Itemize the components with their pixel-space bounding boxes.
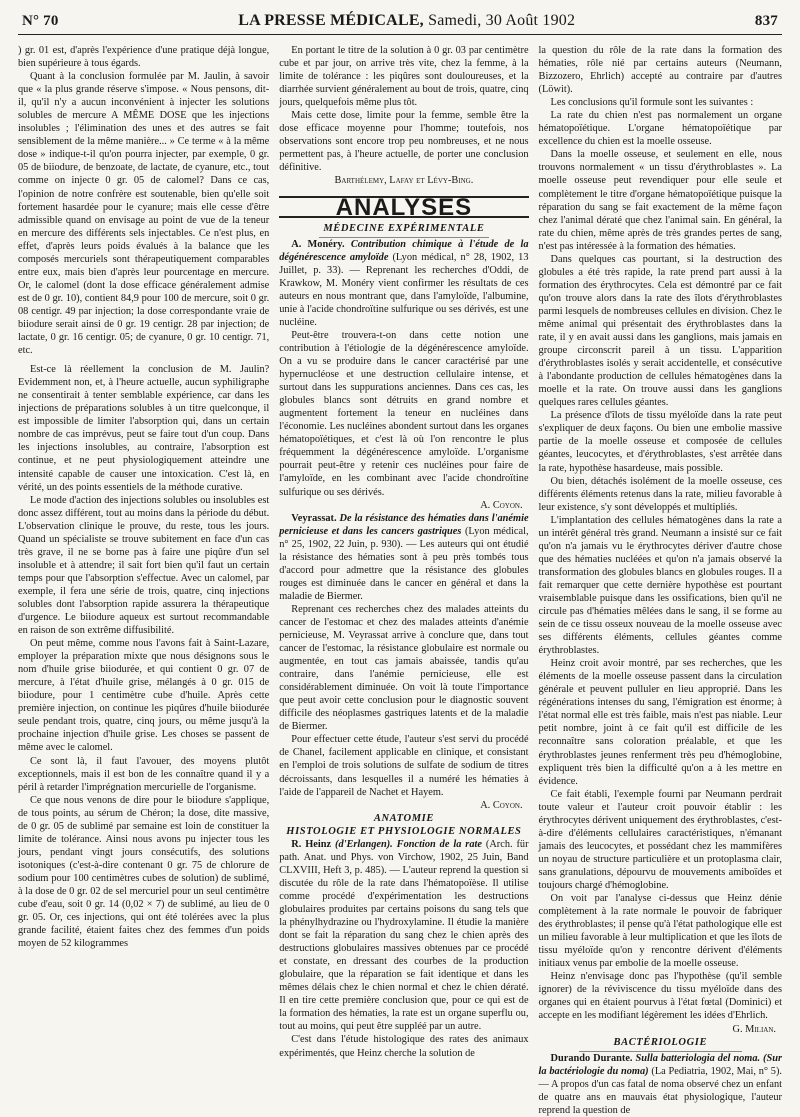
article-title: Contribution chimique à l'étude de la dégénérescence amyloïde (279, 238, 529, 263)
paragraph: Est-ce là réellement la conclusion de M. Jaulin? Evidemment non, et, à l'heure actuelle, aucun syphiligraphe ne consentirait à tenter semblable expérience, car dans les injections de préparations solubles à un titre quelconque, il est impossible de limiter l'absorption qui, dans un certain nombre de cas imprévus, peut se faire tout d'un coup. Dans les injections insolubles, au contraire, l'absorption est continue, et ne peut physiologiquement atteindre une intensité capable de causer une intoxication. C'est là, en vérité, un des points essentiels de la méthode curative. (18, 364, 270, 493)
paragraph: La rate du chien n'est pas normalement un organe hématopoïétique. L'organe hématopoïétique par excellence du chien est la moelle osseuse. (538, 110, 782, 148)
paragraph: Ou bien, détachés isolément de la moelle osseuse, ces différents éléments retenus dans la rate, milieu favorable à leur existence, s'y sont développés et multipliés. (538, 475, 782, 513)
paragraph: La présence d'îlots de tissu myéloïde dans la rate peut s'expliquer de deux façons. Ou bien une embolie massive partie de la moelle osseuse et composée de cellules géantes, leucocytes, et d'érythroblastes, s'est arrêtée dans la rate, hypothèse hasardeuse, mais possible. (538, 410, 782, 474)
article-heinz (279, 838, 528, 1034)
paragraph: Heinz n'envisage donc pas l'hypothèse (qu'il semble ignorer) de la réviviscence du tissu myéloïde dans des organes qui en étaient pourvus à l'état fœtal (Dominici) et accepte en les modifiant légèrement les idées d'Ehrlich. (538, 971, 782, 1022)
column-1 (18, 44, 269, 1078)
page-number: 837 (754, 12, 778, 29)
article-ref: (Lyon médical, n° 25, 1902, 22 Juin, p. 930). — Les auteurs qui ont étudié la résistance des hématies sont à peu près tombés tous d'accord pour admettre que la résistance des globules rouges est diminuée dans le cancer en général et dans la maladie de Biermer. (279, 525, 529, 602)
paragraph: Reprenant ces recherches chez des malades atteints du cancer de l'estomac et chez des malades atteints d'anémie pernicieuse, M. Veyrassat arrive à conclure que, dans tout cancer de l'estomac, la résistance globulaire est normale ou augmentée, en tout cas jamais abaissée, tandis qu'au contraire, dans l'anémie pernicieuse, elle est considérablement diminuée. On voit là toute l'importance que peut avoir cette conclusion pour le diagnostic souvent difficile des néoplasmes gastriques latents et de la maladie de Biermer. (279, 603, 529, 733)
paragraph: Heinz croit avoir montré, par ses recherches, que les éléments de la moelle osseuse passent dans la circulation générale et peuvent pulluler en lieu approprié. Dans les régénérations intenses du sang, l'émigration est énorme; à l'état normal elle est très faible, mais n'est pas niable. Leur petit nombre, joint à ce fait qu'il est difficile de les reconnaître sans coloration préalable, et que les érythroblastes jeunes renferment très peu d'hémoglobine, expliquent très bien la difficulté qu'on a à les mettre en évidence. (538, 658, 782, 787)
paragraph: L'implantation des cellules hématogènes dans la rate a un intérêt général très grand. Neumann a insisté sur ce fait qu'on n'a jamais vu le érythrocytes dériver d'autre chose que des hématies nucléées et qu'on n'a jamais observé la transformation des globules blancs en globules rouges. Il a fait remarquer que cette dernière hypothèse est pourtant vraisemblable puisque dans les ossifications, bien qu'il ne circule pas d'hématies mêlées dans le sang, il se forme au sein de ce tissu osseux nouveau de la moelle osseuse avec ses différents éléments, cellules géantes comme érythroblastes. (538, 514, 782, 657)
page-header (22, 10, 778, 32)
signature: Barthélemy, Lafay et Lévy-Bing. (334, 175, 474, 187)
paragraph: Mais cette dose, limite pour la femme, semble être la dose efficace moyenne pour l'homme; toutefois, nos observations sont encore trop peu nombreuses, et ne nous permettent pas, à l'heure actuelle, de porter une conclusion définitive. (279, 110, 529, 174)
paragraph: la question du rôle de la rate dans la formation des hématies, rôle nié par certains auteurs (Neumann, Bizzozero, Ehrlich) accepté au contraire par d'autres (Löwit). (538, 45, 782, 96)
article-author: Durando Durante. (550, 1052, 633, 1064)
column-3 (538, 44, 782, 1116)
paragraph: Ce fait établi, l'exemple fourni par Neumann perdrait toute valeur et l'auteur croit pouvoir établir : les érythrocytes dérivent uniquement des érythroblastes, c'est-à-dire d'éléments cellulaires caractéristiques, n'émanant jamais des leucocytes, et possédant chez les mammifères un noyau de structure particulière et un protoplasma clair, sans granulations, dépourvu de mouvements amiboïdes et toujours chargé d'hémoglobine. (538, 788, 782, 891)
paragraph: Les conclusions qu'il formule sont les suivantes : (550, 97, 754, 109)
article-durando (539, 1052, 782, 1117)
paragraph: C'est dans l'étude histologique des rates des animaux expérimentés, que Heinz cherche la solution de (279, 1034, 529, 1059)
journal-name: LA PRESSE MÉDICALE, (238, 12, 424, 29)
article-title: Sulla batteriologia del noma. (Sur la bactériologie du noma) (538, 1052, 782, 1077)
article-ref: (Lyon médical, n° 28, 1902, 13 Juillet, p. 33). — Reprenant les recherches d'Oddi, de Krawkow, M. Monéry vient confirmer les résultats de ces auteurs en nous montrant que, dans l'amyloïde, l'albumine, unie à l'acide chondroïtine sulfurique ou ses dérivés, est une nucléine. (279, 251, 529, 328)
article-ref: (Arch. für path. Anat. und Phys. von Virchow, 1902, 25 Juin, Band CLXVIII, Heft 3, p. 485). — L'auteur reprend la question si discutée du rôle de la rate dans l'hématopoïèse. Il utilise comme procédé d'expérimentation les destructions globulaires produites par certains poisons du sang tels que la phénylhydrazine ou l'hydroxylamine. Il étudie la manière dont se fait la réparation du sang chez le chien après des destructions globulaires massives obtenues par ce procédé et constate, en dressant des courbes de la production globulaire, que la réparation se fait identique et dans les mêmes délais chez le chien normal et chez le chien dératé. Il en tire cette première conclusion que, pour ce qui est de la formation des hématies, la rate est un organe superflu ou, tout au moins, qui peut être suppléé par un autre. (279, 838, 529, 1033)
header-rule (18, 34, 782, 35)
signature: A. Coyon. (480, 499, 523, 511)
paragraph: On peut même, comme nous l'avons fait à Saint-Lazare, employer la préparation mixte que nous désignons sous le nom d'huile grise biiodurée, et qui contient 0 gr. 07 de mercure, à l'état d'huile grise, mélangés à 0 gr. 015 de biiodure, pour 1 centimètre cube d'huile. Après cette première injection, on continue les piqûres d'huile biiodurée seule pendant trois, quatre, cinq jours, ou même jusqu'à la prochaine injection d'huile grise. Les choses se passent de même avec le calomel. (18, 638, 270, 754)
article-author: Veyrassat. (291, 512, 337, 524)
paragraph: Ce que nous venons de dire pour le biiodure s'applique, de tous points, au sérum de Chéron; la dose, dite massive, de 0 gr. 05 de sublimé par semaine est loin de constituer la limite de tolérance. Ainsi nous avons pu injecter tous les jours, pendant vingt jours consécutifs, des solutions isotoniques (c'est-à-dire contenant 0 gr. 75 de chlorure de sodium pour 100 centimètres cubes de solution) de sublimé, à la dose de 0 gr. 02 de sel mercuriel pour un seul centimètre cube d'eau, soit 0 gr. 14 (0,02 × 7) de sublimé, au lieu de 0 gr. 05. Or, ces injections, qui ont été tolérées avec la plus grande facilité, étaient faites chez des femmes d'un poids moyen de 52 kilogrammes (18, 794, 270, 950)
section-heading: BACTÉRIOLOGIE (579, 1036, 742, 1052)
section-heading: MÉDECINE EXPÉRIMENTALE (319, 222, 488, 238)
article-ref: (La Pediatria, 1902, Mai, n° 5). — A propos d'un cas fatal de noma observé chez un enfant de quatre ans en mauvais état physiologique, l'auteur reprend la question de (538, 1065, 782, 1116)
paragraph: ) gr. 01 est, d'après l'expérience d'une pratique déjà longue, bien supérieure à tous égards. (18, 45, 270, 70)
article-title: De la résistance des hématies dans l'anémie pernicieuse et dans les cancers gastriques (279, 512, 529, 537)
paragraph: En portant le titre de la solution à 0 gr. 03 par centimètre cube et par jour, on arrive très vite, chez la femme, à la limite de tolérance : les piqûres sont douloureuses, et la diarrhée survient généralement au bout de trois, quatre, cinq jours, quelquefois même plus tôt. (279, 45, 529, 109)
section-banner: ANALYSES (279, 196, 528, 218)
paragraph: On voit par l'analyse ci-dessus que Heinz dénie complètement à la rate normale le pouvoir de fabriquer des érythroblastes; il pense qu'à l'état pathologique elle est un milieu favorable à leur multiplication et que les îlots de tissu myéloïde qu'on y rencontre dérivent d'éléments initiaux venus par embolie de la moelle osseuse. (538, 893, 782, 970)
paragraph: Dans quelques cas pourtant, si la destruction des globules a été très rapide, la rate prend part aussi à la formation des érythrocytes. Cela est démontré par ce fait qu'on trouve alors dans la rate des îlots d'érythroblastes parmi lesquels de nombreuses cellules en division. Chez le même animal qui présentait des érythroblastes dans la rate, il y en avait aussi dans les ganglions, mais jamais en groupe circonscrit pareil à un tissu. L'apparition d'érythroblastes isolés y serait accidentelle, et consécutive à l'abondante production de cellules hématogènes dans la moelle et la rate. On trouve aussi dans les ganglions quelques rares cellules géantes. (538, 253, 782, 409)
columns (18, 44, 782, 1116)
signature: G. Milian. (732, 1023, 776, 1035)
paragraph: Dans la moelle osseuse, et seulement en elle, nous trouvons normalement « un tissu d'érythroblastes ». La moelle osseuse peut revendiquer pour elle seule et complètement le titre d'organe hématopoïétique puisque la réparation du sang se fait exactement de la même façon chez l'animal dératé que chez l'animal sain. En général, la rate du chien, même après de très grandes pertes de sang, n'est pas intéressée à la formation des hématies. (538, 149, 782, 252)
article-monery (279, 238, 528, 329)
column-2 (279, 44, 528, 1078)
article-author: A. Monéry. (291, 238, 345, 250)
paragraph: Ce sont là, il faut l'avouer, des moyens plutôt exceptionnels, mais il est bon de les connaître quand il y a péril à retarder l'imprégnation mercurielle de l'organisme. (18, 755, 270, 793)
journal-title (238, 12, 575, 30)
signature: A. Coyon. (480, 799, 523, 811)
issue-date: Samedi, 30 Août 1902 (428, 12, 576, 29)
article-title: (d'Erlangen). Fonction de la rate (335, 838, 482, 850)
paragraph: Le mode d'action des injections solubles ou insolubles est donc assez différent, tout au moins dans la période du début. L'observation clinique le prouve, du reste, tous les jours. Quand un spécialiste se trouve subitement en face d'un cas très grave, il ne se borne pas à faire une piqûre d'un sel insoluble et à attendre; il sait fort bien qu'il faut un certain temps pour que l'absorption s'effectue. Avec un calomel, par exemple, il fera une série de trois, quatre, cinq injections solubles dont l'absorption rapide assurera la thérapeutique d'urgence. Le biiodure aqueux est surtout recommandable en raison de son extrême diffusibilité. (18, 494, 270, 637)
paragraph: Quant à la conclusion formulée par M. Jaulin, à savoir que « la plus grande réserve s'impose. « Nous pensons, dit-il, qu'il n'y a aucun inconvénient à injecter les solutions solubles de mercure A MÊME DOSE que les injections insolubles ; l'élimination des unes et des autres se fait sensiblement de la même manière... » Ce terme « à la même dose » indique-t-il qu'on pourra injecter, par exemple, 0 gr. 05 de biiodure, de benzoate, de lactate, de cyanure, etc., tout comme on injecte 0 gr. 05 de calomel? Dans ce cas, l'opinion de notre confrère est soutenable, bien qu'elle soit fortement hasardée pour le cyanure; mais elle cesse d'être admissible quand on envisage au point de vue de la teneur en mercure des différents sels injectables. Ce n'est plus, en effet, d'après leurs poids évalués à la balance que les composés mercuriels sont thérapeutiquement comparables entre eux, mais bien d'après leur pourcentage en mercure. Or, le calomel (dont la dose efficace généralement admise est de 0 gr. 10), contient 84,9 pour 100 de mercure, soit 0 gr. 08 centigr. 49 par injection; la dose correspondante vraie de biiodure serait ainsi de 0 gr. 19 centigr. 28 par injection; de lactate, 0 gr. 16 centigr. 05; de cyanure, 0 gr. 10 centigr. 71, etc. (18, 71, 270, 357)
paragraph: Peut-être trouvera-t-on dans cette notion une contribution à l'étiologie de la dégénérescence amyloïde. On a vu se produire dans le cancer caractérisé par une hypernucléose et une destruction cellulaire intense, et surtout dans les suppurations anciennes. Dans ces cas, les globules blancs sont détruits en grand nombre et augmentent fortement la teneur en nucléines dans l'économie. Les nucléines abondent surtout dans les organes hématopoïétiques, et c'est là où l'on rencontre le plus fréquemment la dégénérescence amyloïde. L'organisme pourrait peut-être y retenir ces nucléines pour faire de l'amyloïde, en les combinant avec l'acide chondroïtine sulfurique ou ses dérivés. (279, 329, 529, 498)
paragraph: Pour effectuer cette étude, l'auteur s'est servi du procédé de Chanel, facilement applicable en clinique, et consistant en l'emploi de trois solutions de sulfate de sodium de titres décroissants, dans lesquelles il a numéré les hématies à l'aide de l'appareil de Nachet et Hayem. (279, 734, 529, 798)
section-subheading: HISTOLOGIE ET PHYSIOLOGIE NORMALES (286, 825, 522, 837)
issue-number: N° 70 (22, 12, 59, 29)
article-author: R. Heinz (291, 838, 332, 850)
section-heading: ANATOMIE (373, 812, 434, 824)
article-veyrassat (279, 512, 528, 603)
